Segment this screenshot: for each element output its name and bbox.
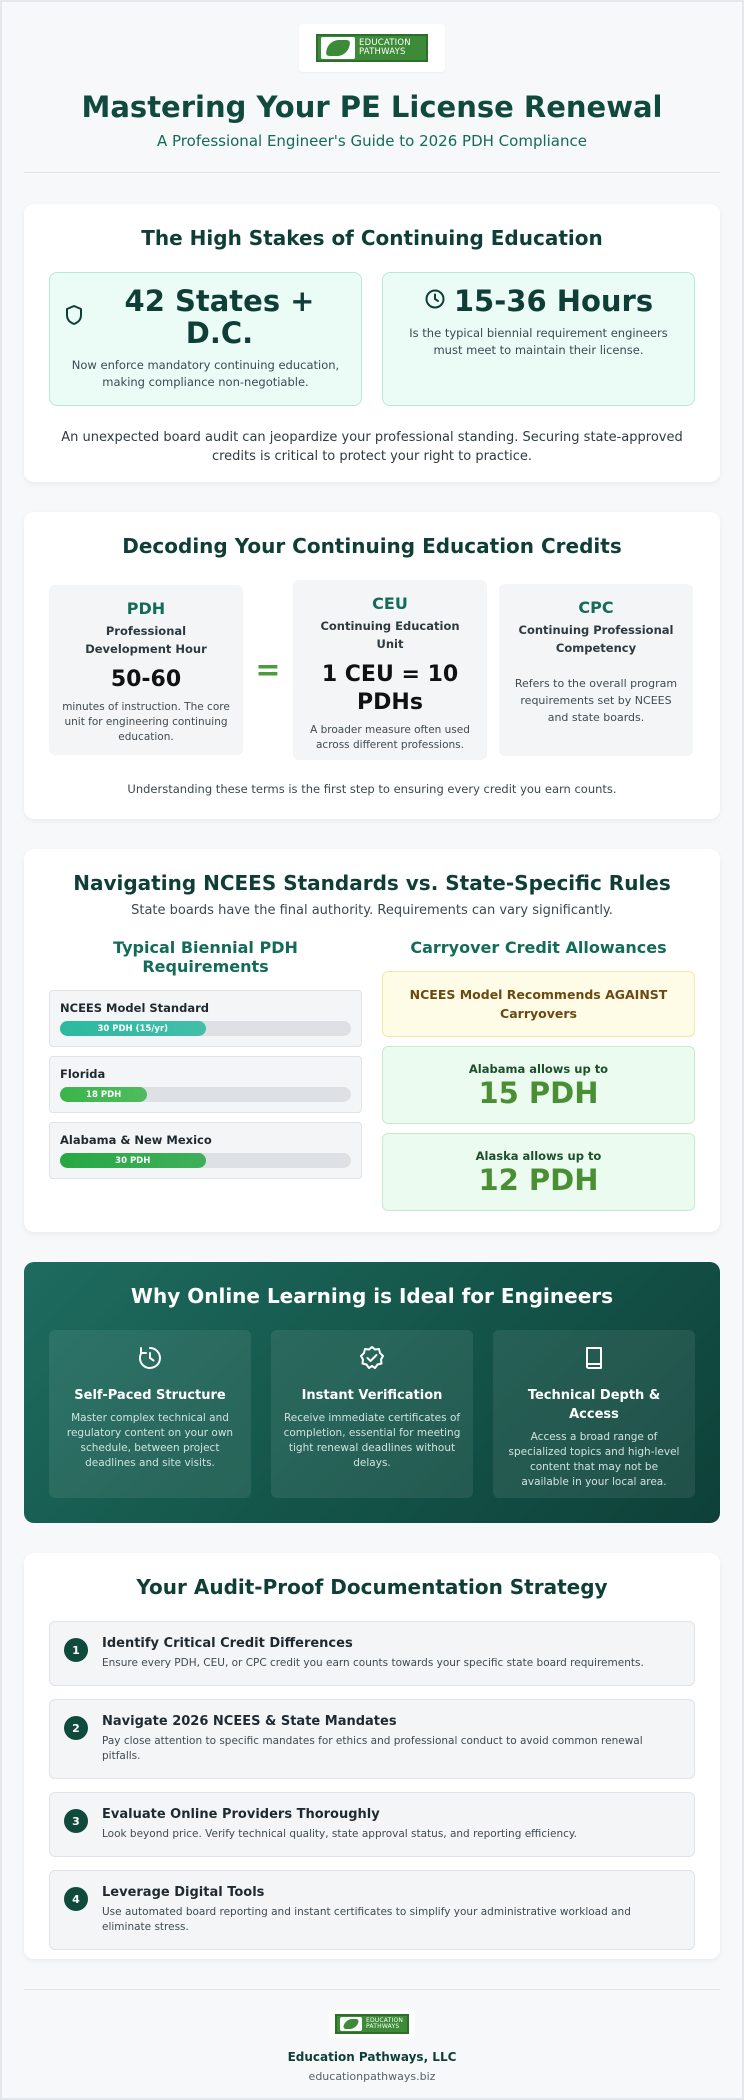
- cpc-text: Refers to the overall program requirements set by NCEES and state boards.: [514, 677, 678, 724]
- ceu-name: Continuing Education Unit: [320, 619, 460, 651]
- feature-card-technical-depth: [493, 1330, 695, 1498]
- step-number-badge: 2: [64, 1716, 88, 1740]
- clock-icon: [424, 288, 446, 314]
- credits-footnote: Understanding these terms is the first step to ensuring every credit you earn counts.: [127, 782, 617, 796]
- carryover-card-alabama: [382, 1046, 695, 1124]
- standards-subheading: State boards have the final authority. Requirements can vary significantly.: [131, 903, 613, 918]
- requirement-fill-bar: 30 PDH (15/yr): [60, 1021, 206, 1036]
- requirement-label: Alabama & New Mexico: [60, 1133, 212, 1147]
- requirement-bar-card: [49, 1056, 362, 1113]
- high-stakes-heading: The High Stakes of Continuing Education: [141, 226, 603, 250]
- footer-logo-frame: [329, 2010, 415, 2038]
- verified-badge-icon: [358, 1344, 386, 1376]
- credits-heading: Decoding Your Continuing Education Credits: [122, 534, 622, 558]
- footer-logo: [335, 2014, 409, 2034]
- ceu-abbr: CEU: [372, 594, 408, 613]
- feature-text: Receive immediate certificates of completion, essential for meeting tight renewal deadlines without delays.: [283, 1412, 461, 1469]
- step-title: Identify Critical Credit Differences: [102, 1636, 353, 1651]
- step-title: Navigate 2026 NCEES & State Mandates: [102, 1714, 397, 1729]
- logo-wordmark: [366, 2018, 403, 2031]
- standards-heading: Navigating NCEES Standards vs. State-Specific Rules: [73, 871, 671, 895]
- strategy-heading: Your Audit-Proof Documentation Strategy: [136, 1575, 608, 1599]
- requirement-fill-bar: 18 PDH: [60, 1087, 147, 1102]
- feature-text: Master complex technical and regulatory content on your own schedule, between project deadlines and site visits.: [66, 1412, 234, 1469]
- self-paced-icon: [136, 1344, 164, 1376]
- feature-card-self-paced: [49, 1330, 251, 1498]
- online-learning-section: [24, 1262, 720, 1523]
- logo-wordmark: [359, 39, 411, 57]
- pdh-text: minutes of instruction. The core unit for engineering continuing education.: [62, 701, 230, 743]
- stat-value-hours: 15-36 Hours: [453, 284, 654, 318]
- step-text: Use automated board reporting and instant certificates to simplify your administrative workload and eliminate stress.: [102, 1906, 631, 1933]
- header-logo-container: [24, 2, 720, 72]
- pdh-value: 50-60: [110, 667, 182, 692]
- logo-mark-icon: [340, 2017, 362, 2031]
- strategy-step: [49, 1792, 695, 1857]
- logo-frame: [299, 24, 445, 72]
- requirements-heading: Typical Biennial PDH Requirements: [113, 938, 298, 976]
- cpc-card: [499, 584, 693, 756]
- credits-section: [24, 512, 720, 819]
- footer-logo-container: [24, 2010, 720, 2038]
- page-title: Mastering Your PE License Renewal: [81, 90, 663, 124]
- education-pathways-logo: [316, 34, 428, 62]
- carryover-value: 12 PDH: [478, 1163, 599, 1197]
- carryover-card-alaska: [382, 1133, 695, 1211]
- requirement-bar-card: [49, 1122, 362, 1179]
- pdh-card: [49, 585, 243, 755]
- step-title: Leverage Digital Tools: [102, 1885, 265, 1900]
- requirement-label: Florida: [60, 1067, 106, 1081]
- stat-desc-states: Now enforce mandatory continuing education, making compliance non-negotiable.: [71, 358, 340, 389]
- step-text: Ensure every PDH, CEU, or CPC credit you earn counts towards your specific state board requirements.: [102, 1657, 644, 1669]
- logo-line-1: EDUCATION: [366, 2016, 404, 2024]
- cpc-name: Continuing Professional Competency: [518, 623, 674, 655]
- requirement-bar-card: [49, 990, 362, 1047]
- stat-headline: [64, 285, 347, 349]
- cpc-abbr: CPC: [578, 598, 614, 617]
- standards-section: [24, 849, 720, 1232]
- carryover-warning: NCEES Model Recommends AGAINST Carryovers: [382, 971, 695, 1037]
- header-divider: [24, 172, 720, 173]
- page-subtitle: A Professional Engineer's Guide to 2026 PDH Compliance: [157, 132, 587, 150]
- company-website-link[interactable]: educationpathways.biz: [308, 2070, 436, 2083]
- requirement-label: NCEES Model Standard: [60, 1001, 210, 1015]
- requirement-track: [60, 1153, 351, 1168]
- step-text: Pay close attention to specific mandates for ethics and professional conduct to avoid common renewal pitfalls.: [102, 1735, 643, 1762]
- footer-divider: [24, 1989, 720, 1990]
- carryover-heading: Carryover Credit Allowances: [410, 938, 667, 957]
- step-number-badge: 4: [64, 1887, 88, 1911]
- shield-icon: [64, 304, 84, 330]
- strategy-step: [49, 1621, 695, 1686]
- step-number-badge: 1: [64, 1638, 88, 1662]
- step-title: Evaluate Online Providers Thoroughly: [102, 1807, 380, 1822]
- pdh-name: Professional Development Hour: [85, 624, 207, 656]
- high-stakes-section: [24, 204, 720, 482]
- feature-title: Self-Paced Structure: [74, 1388, 226, 1403]
- ceu-value: 1 CEU = 10 PDHs: [321, 662, 459, 715]
- ceu-text: A broader measure often used across different professions.: [310, 724, 470, 751]
- requirement-track: [60, 1021, 351, 1036]
- carryover-column: [382, 938, 695, 1211]
- standards-columns: [49, 938, 695, 1211]
- high-stakes-footnote: An unexpected board audit can jeopardize your professional standing. Securing state-approved credits is critical to protect your right to practice.: [61, 430, 683, 464]
- strategy-step: [49, 1699, 695, 1779]
- stat-headline: [397, 285, 680, 317]
- company-name: Education Pathways, LLC: [287, 2050, 457, 2064]
- feature-card-verification: [271, 1330, 473, 1498]
- feature-text: Access a broad range of specialized topics and high-level content that may not be available in your local area.: [508, 1431, 680, 1488]
- feature-title: Technical Depth & Access: [527, 1388, 661, 1422]
- step-text: Look beyond price. Verify technical quality, state approval status, and reporting efficiency.: [102, 1828, 577, 1840]
- feature-title: Instant Verification: [301, 1388, 443, 1403]
- equals-sign: =: [255, 652, 281, 688]
- strategy-section: [24, 1553, 720, 1959]
- strategy-step: [49, 1870, 695, 1950]
- stat-card-hours: [382, 272, 695, 406]
- stat-card-states: [49, 272, 362, 406]
- stat-value-states: 42 States + D.C.: [124, 284, 315, 350]
- requirements-column: [49, 938, 362, 1211]
- step-number-badge: 3: [64, 1809, 88, 1833]
- ceu-card: [293, 580, 487, 760]
- online-learning-heading: Why Online Learning is Ideal for Engineers: [130, 1284, 614, 1308]
- carryover-state: Alabama allows up to: [468, 1062, 609, 1076]
- stats-row: [49, 272, 695, 406]
- logo-line-1: EDUCATION: [359, 38, 411, 48]
- pdh-abbr: PDH: [126, 599, 166, 618]
- requirement-track: [60, 1087, 351, 1102]
- features-row: [49, 1330, 695, 1498]
- carryover-state: Alaska allows up to: [475, 1149, 602, 1163]
- logo-mark-icon: [321, 37, 355, 59]
- logo-line-2: PATHWAYS: [366, 2023, 400, 2030]
- logo-line-2: PATHWAYS: [359, 47, 406, 57]
- requirement-fill-bar: 30 PDH: [60, 1153, 206, 1168]
- stat-desc-hours: Is the typical biennial requirement engineers must meet to maintain their license.: [409, 326, 668, 357]
- credits-row: [49, 580, 695, 760]
- book-icon: [580, 1344, 608, 1376]
- carryover-value: 15 PDH: [478, 1076, 599, 1110]
